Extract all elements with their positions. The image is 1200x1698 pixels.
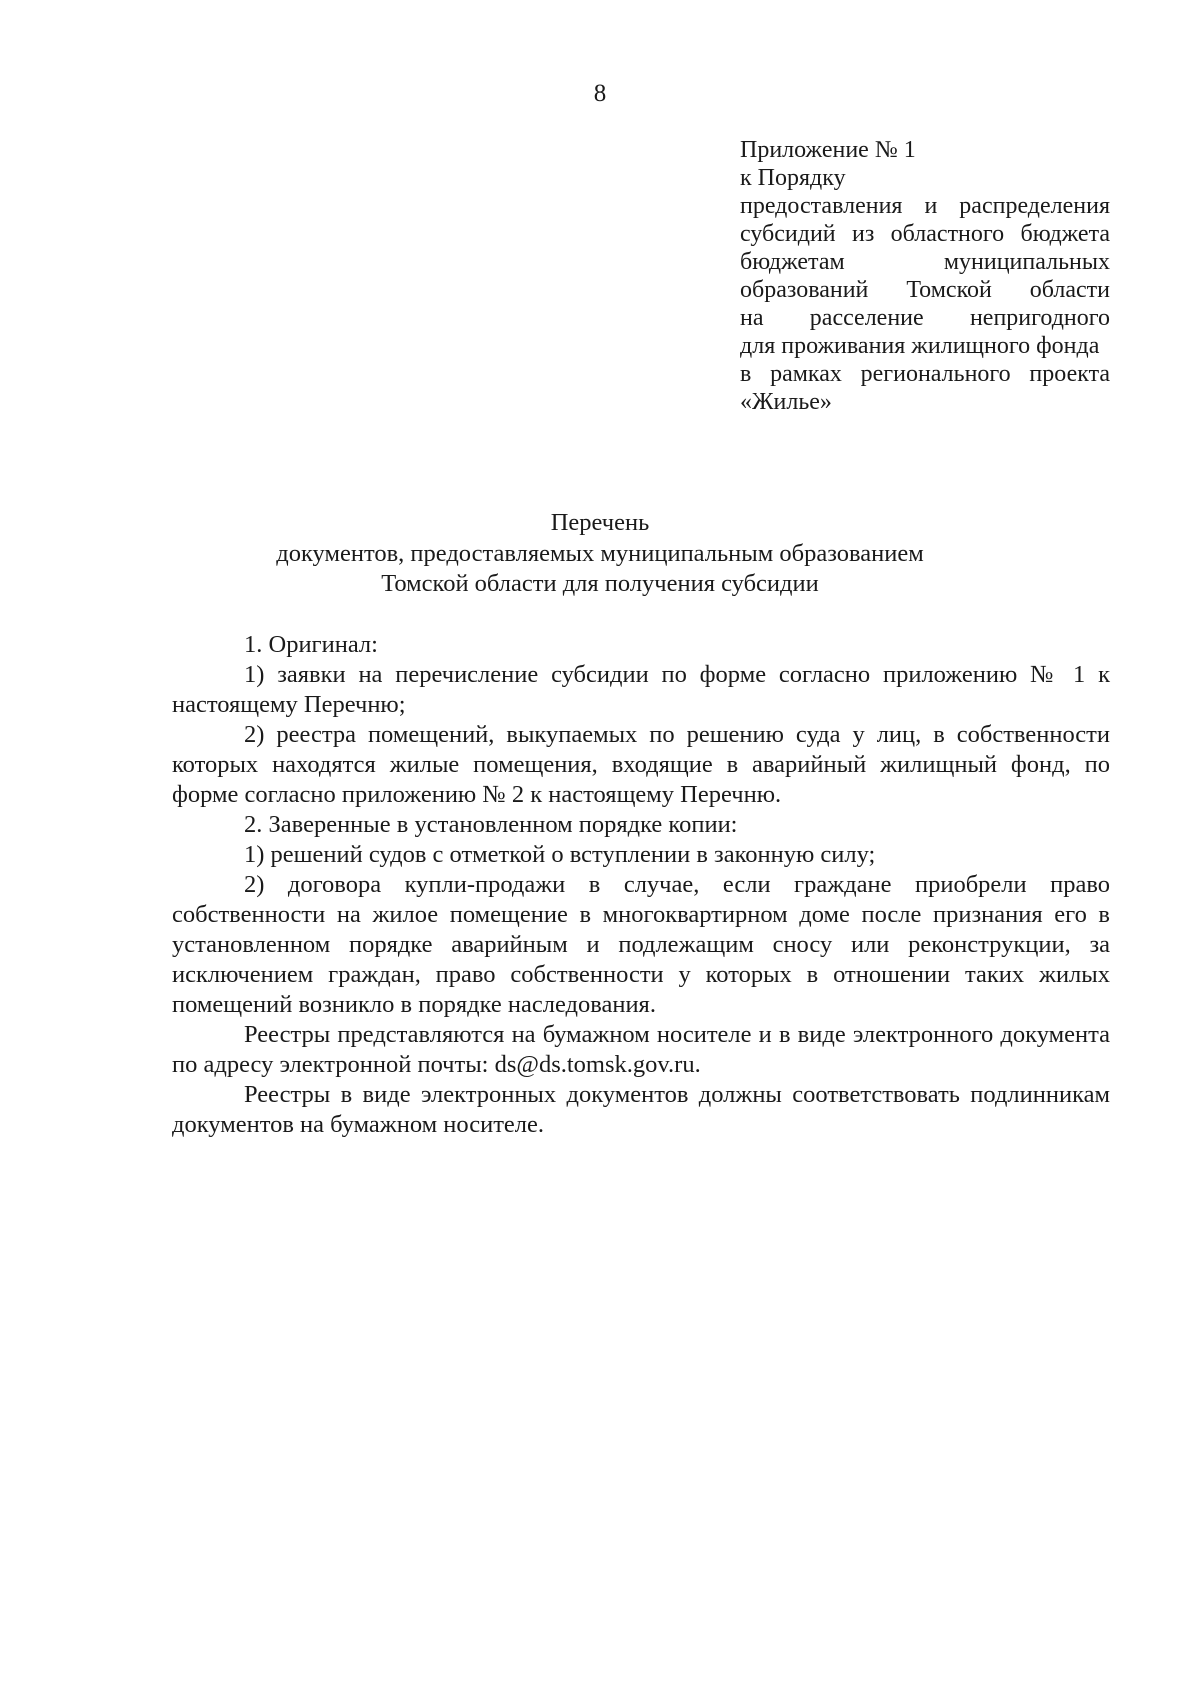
appendix-line: на расселение непригодного	[740, 305, 1110, 331]
title-line: Томской области для получения субсидии	[381, 570, 819, 597]
appendix-line: бюджетам муниципальных	[740, 249, 1110, 275]
title-line: Перечень	[550, 509, 650, 536]
appendix-line: субсидий из областного бюджета	[740, 221, 1110, 247]
list-item: 2) реестра помещений, выкупаемых по решению суда у лиц, в собственности которых находятся жилые помещения, входящие в аварийный жилищный фонд, по форме согласно приложению № 2 к настоящему Перечню.	[172, 721, 1110, 808]
appendix-line: предоставления и распределения	[740, 193, 1110, 219]
appendix-line: Приложение № 1	[740, 137, 916, 163]
body-paragraph: Реестры в виде электронных документов должны соответствовать подлинникам документов на бумажном носителе.	[172, 1081, 1110, 1138]
section-heading-copies: 2. Заверенные в установленном порядке копии:	[244, 811, 738, 838]
list-item: 1) решений судов с отметкой о вступлении в законную силу;	[244, 841, 876, 868]
appendix-line: в рамках регионального проекта	[740, 361, 1110, 387]
page-number: 8	[593, 80, 607, 107]
appendix-header	[740, 136, 1110, 416]
appendix-line: к Порядку	[740, 165, 846, 191]
title-line: документов, предоставляемых муниципальным образованием	[276, 539, 924, 567]
document-title	[0, 508, 1200, 600]
list-item: 2) договора купли-продажи в случае, если граждане приобрели право собственности на жилое помещение в многоквартирном доме после признания его в установленном порядке аварийным и подлежащим сносу или реконструкции, за исключением граждан, право собственности у которых в отношении таких жилых помещений возникло в порядке наследования.	[172, 871, 1110, 1018]
appendix-line: образований Томской области	[740, 277, 1110, 303]
section-heading-original: 1. Оригинал:	[244, 631, 378, 658]
appendix-line: для проживания жилищного фонда	[740, 333, 1100, 359]
body-paragraph: Реестры представляются на бумажном носителе и в виде электронного документа по адресу электронной почты: ds@ds.tomsk.gov.ru.	[172, 1021, 1110, 1078]
list-item: 1) заявки на перечисление субсидии по форме согласно приложению № 1 к настоящему Перечню;	[172, 661, 1110, 718]
appendix-line: «Жилье»	[740, 389, 832, 415]
document-body	[172, 630, 1110, 1140]
